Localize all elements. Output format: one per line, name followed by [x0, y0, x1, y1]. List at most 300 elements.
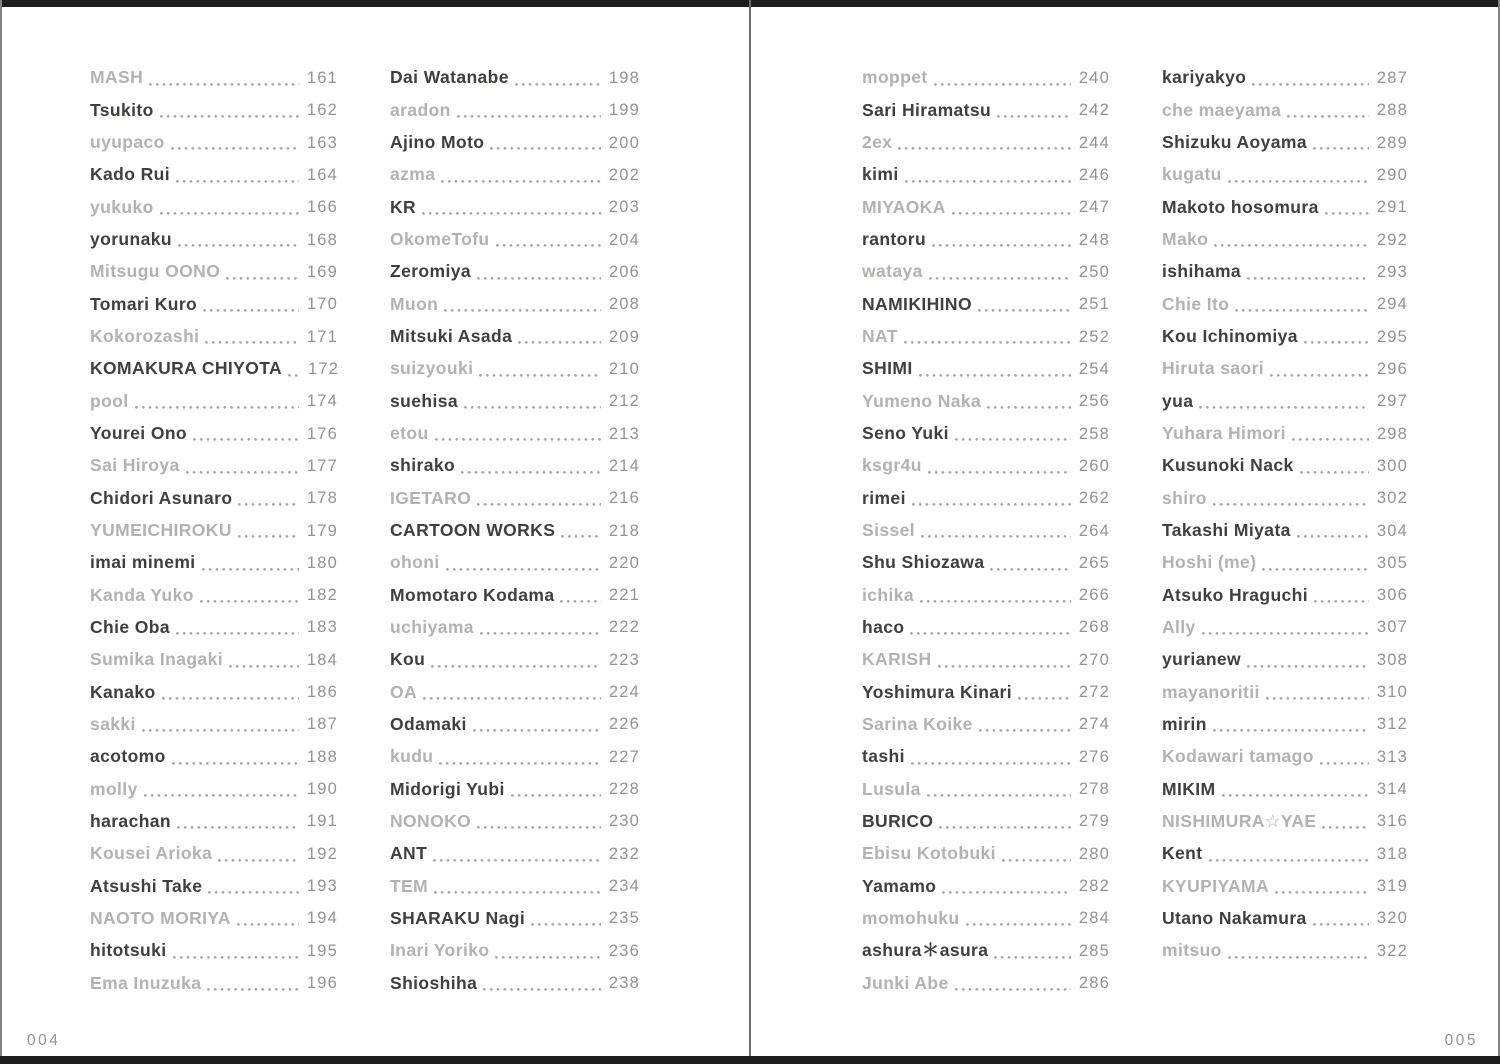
dot-leader: [495, 956, 601, 959]
entry-page-number: 307: [1376, 618, 1408, 637]
artist-name: MASH: [90, 67, 144, 88]
toc-entry: [1162, 903, 1408, 935]
artist-name: Takashi Miyata: [1162, 520, 1291, 540]
entry-page-number: 284: [1078, 909, 1110, 928]
dot-leader: [921, 535, 1071, 538]
entry-page-number: 292: [1376, 230, 1408, 249]
dot-leader: [927, 794, 1071, 797]
toc-entry: [90, 903, 338, 935]
entry-page-number: 285: [1078, 941, 1110, 960]
toc-entry: [1162, 515, 1408, 547]
artist-name: Kanda Yuko: [90, 584, 194, 605]
entry-page-number: 214: [608, 456, 640, 475]
artist-name: KARISH: [862, 649, 932, 670]
dot-leader: [490, 147, 601, 150]
dot-leader: [1252, 83, 1369, 86]
entry-page-number: 296: [1376, 359, 1408, 378]
artist-name: KYUPIYAMA: [1162, 875, 1270, 896]
toc-column-3: [862, 62, 1110, 1000]
toc-entry: [390, 353, 640, 385]
toc-entry: [1162, 935, 1408, 967]
toc-entry: [862, 321, 1110, 353]
artist-name: MIYAOKA: [862, 196, 946, 217]
dot-leader: [444, 309, 601, 312]
entry-page-number: 162: [306, 101, 338, 120]
toc-entry: [390, 644, 640, 676]
entry-page-number: 278: [1078, 780, 1110, 799]
dot-leader: [479, 374, 601, 377]
entry-page-number: 228: [608, 780, 640, 799]
toc-entry: [390, 288, 640, 320]
entry-page-number: 251: [1078, 295, 1110, 314]
toc-entry: [1162, 838, 1408, 870]
artist-name: Kou Ichinomiya: [1162, 326, 1298, 347]
dot-leader: [446, 568, 601, 571]
dot-leader: [193, 438, 299, 441]
dot-leader: [919, 374, 1071, 377]
toc-entry: [390, 935, 640, 967]
artist-name: Chie Oba: [90, 616, 171, 637]
toc-entry: [862, 579, 1110, 611]
toc-entry: [1162, 676, 1408, 708]
entry-page-number: 300: [1376, 456, 1408, 475]
artist-name: Yoshimura Kinari: [862, 681, 1012, 702]
artist-name: kugatu: [1162, 164, 1222, 185]
artist-name: Odamaki: [390, 713, 467, 734]
dot-leader: [431, 665, 601, 668]
artist-name: MIKIM: [1162, 778, 1216, 799]
entry-page-number: 270: [1078, 650, 1110, 669]
toc-entry: [90, 870, 338, 902]
toc-entry: [1162, 547, 1408, 579]
artist-name: NAMIKIHINO: [862, 293, 972, 314]
dot-leader: [955, 988, 1071, 991]
dot-leader: [142, 729, 299, 732]
artist-name: yukuko: [90, 196, 154, 217]
entry-page-number: 258: [1078, 424, 1110, 443]
dot-leader: [952, 212, 1071, 215]
artist-name: SHIMI: [862, 358, 913, 379]
dot-leader: [160, 212, 299, 215]
dot-leader: [997, 115, 1071, 118]
entry-page-number: 187: [306, 715, 338, 734]
dot-leader: [173, 956, 299, 959]
artist-name: Junki Abe: [862, 972, 949, 993]
toc-entry: [862, 159, 1110, 191]
entry-page-number: 316: [1376, 812, 1408, 831]
artist-name: Yourei Ono: [90, 423, 188, 444]
toc-entry: [390, 94, 640, 126]
entry-page-number: 272: [1078, 683, 1110, 702]
toc-entry: [90, 450, 338, 482]
toc-entry: [90, 709, 338, 741]
page-gutter-divider: [749, 0, 751, 1064]
toc-entry: [90, 676, 338, 708]
toc-entry: [90, 644, 338, 676]
entry-page-number: 297: [1376, 392, 1408, 411]
dot-leader: [511, 794, 601, 797]
toc-entry: [90, 547, 338, 579]
dot-leader: [1322, 826, 1369, 829]
artist-name: Kusunoki Nack: [1162, 455, 1294, 476]
artist-name: che maeyama: [1162, 99, 1282, 120]
entry-page-number: 209: [608, 327, 640, 346]
dot-leader: [1002, 859, 1071, 862]
artist-name: Yuhara Himori: [1162, 423, 1286, 444]
dot-leader: [932, 244, 1071, 247]
entry-page-number: 304: [1376, 521, 1408, 540]
entry-page-number: 254: [1078, 359, 1110, 378]
toc-entry: [390, 321, 640, 353]
artist-name: BURICO: [862, 810, 934, 831]
entry-page-number: 196: [306, 974, 338, 993]
entry-page-number: 188: [306, 747, 338, 766]
artist-name: kariyakyo: [1162, 67, 1247, 88]
toc-column-2: [390, 62, 640, 1000]
artist-name: moppet: [862, 67, 928, 88]
entry-page-number: 240: [1078, 68, 1110, 87]
artist-name: kudu: [390, 746, 434, 767]
toc-entry: [862, 385, 1110, 417]
dot-leader: [987, 406, 1071, 409]
toc-entry: [1162, 224, 1408, 256]
artist-name: CARTOON WORKS: [390, 520, 556, 540]
artist-name: Inari Yoriko: [390, 940, 490, 961]
artist-name: NAT: [862, 326, 898, 347]
dot-leader: [929, 277, 1071, 280]
toc-entry: [90, 418, 338, 450]
entry-page-number: 282: [1078, 877, 1110, 896]
toc-entry: [1162, 191, 1408, 223]
dot-leader: [177, 826, 299, 829]
entry-page-number: 203: [608, 198, 640, 217]
toc-entry: [390, 224, 640, 256]
dot-leader: [515, 83, 601, 86]
entry-page-number: 235: [608, 909, 640, 928]
entry-page-number: 227: [608, 747, 640, 766]
toc-entry: [862, 547, 1110, 579]
entry-page-number: 266: [1078, 586, 1110, 605]
artist-name: ashura＊asura: [862, 940, 989, 961]
dot-leader: [1228, 956, 1369, 959]
entry-page-number: 176: [306, 424, 338, 443]
dot-leader: [160, 115, 299, 118]
dot-leader: [912, 503, 1071, 506]
toc-entry: [390, 870, 640, 902]
entry-page-number: 302: [1376, 489, 1408, 508]
entry-page-number: 310: [1376, 683, 1408, 702]
dot-leader: [477, 503, 601, 506]
toc-entry: [1162, 385, 1408, 417]
entry-page-number: 236: [608, 941, 640, 960]
artist-name: Sissel: [862, 520, 915, 540]
dot-leader: [1313, 923, 1369, 926]
entry-page-number: 216: [608, 489, 640, 508]
dot-leader: [1213, 503, 1369, 506]
entry-page-number: 289: [1376, 133, 1408, 152]
artist-name: IGETARO: [390, 487, 472, 508]
dot-leader: [226, 277, 299, 280]
artist-name: suizyouki: [390, 358, 474, 379]
artist-name: Shu Shiozawa: [862, 552, 985, 573]
entry-page-number: 280: [1078, 844, 1110, 863]
artist-name: Chidori Asunaro: [90, 487, 233, 508]
artist-name: ANT: [390, 843, 428, 864]
entry-page-number: 178: [306, 489, 338, 508]
folio-page-number-left: 004: [27, 1031, 61, 1049]
dot-leader: [483, 988, 601, 991]
toc-entry: [862, 62, 1110, 94]
artist-name: kimi: [862, 164, 899, 185]
toc-entry: [90, 967, 338, 999]
toc-entry: [90, 838, 338, 870]
dot-leader: [203, 309, 299, 312]
toc-entry: [1162, 450, 1408, 482]
dot-leader: [457, 115, 601, 118]
artist-name: Tomari Kuro: [90, 293, 198, 314]
artist-name: Kousei Arioka: [90, 843, 213, 864]
dot-leader: [1228, 180, 1369, 183]
artist-name: Makoto hosomura: [1162, 196, 1319, 217]
artist-name: imai minemi: [90, 552, 196, 573]
dot-leader: [422, 212, 601, 215]
toc-entry: [1162, 870, 1408, 902]
artist-name: Chie Ito: [1162, 293, 1230, 314]
toc-entry: [90, 224, 338, 256]
toc-entry: [90, 385, 338, 417]
toc-entry: [862, 806, 1110, 838]
artist-name: momohuku: [862, 907, 960, 928]
toc-entry: [90, 191, 338, 223]
toc-entry: [390, 967, 640, 999]
artist-name: Mako: [1162, 229, 1209, 250]
artist-name: NISHIMURA☆YAE: [1162, 810, 1317, 831]
artist-name: yua: [1162, 390, 1194, 411]
dot-leader: [942, 891, 1071, 894]
dot-leader: [934, 83, 1071, 86]
entry-page-number: 276: [1078, 747, 1110, 766]
toc-entry: [90, 159, 338, 191]
dot-leader: [288, 374, 300, 377]
entry-page-number: 182: [306, 586, 338, 605]
dot-leader: [990, 568, 1071, 571]
entry-page-number: 252: [1078, 327, 1110, 346]
entry-page-number: 184: [306, 650, 338, 669]
dot-leader: [1313, 147, 1369, 150]
toc-entry: [90, 288, 338, 320]
dot-leader: [1300, 471, 1369, 474]
dot-leader: [176, 180, 299, 183]
dot-leader: [518, 341, 601, 344]
entry-page-number: 194: [306, 909, 338, 928]
dot-leader: [1304, 341, 1369, 344]
toc-entry: [390, 450, 640, 482]
dot-leader: [1209, 859, 1370, 862]
toc-entry: [90, 127, 338, 159]
entry-page-number: 221: [608, 586, 640, 605]
entry-page-number: 242: [1078, 101, 1110, 120]
entry-page-number: 200: [608, 133, 640, 152]
toc-entry: [390, 773, 640, 805]
artist-name: hitotsuki: [90, 940, 167, 961]
dot-leader: [531, 923, 601, 926]
entry-page-number: 286: [1078, 974, 1110, 993]
entry-page-number: 223: [608, 650, 640, 669]
artist-name: 2ex: [862, 132, 893, 153]
entry-page-number: 204: [608, 230, 640, 249]
artist-name: ohoni: [390, 552, 440, 573]
toc-column-4: [1162, 62, 1408, 967]
entry-page-number: 195: [306, 941, 338, 960]
entry-page-number: 210: [608, 359, 640, 378]
toc-entry: [390, 741, 640, 773]
entry-page-number: 320: [1376, 909, 1408, 928]
entry-page-number: 264: [1078, 521, 1110, 540]
dot-leader: [1325, 212, 1369, 215]
entry-page-number: 260: [1078, 456, 1110, 475]
dot-leader: [1287, 115, 1369, 118]
folio-page-number-right: 005: [1444, 1031, 1478, 1049]
dot-leader: [1262, 568, 1369, 571]
toc-entry: [90, 773, 338, 805]
entry-page-number: 171: [306, 327, 338, 346]
toc-entry: [390, 127, 640, 159]
dot-leader: [238, 503, 299, 506]
dot-leader: [441, 180, 601, 183]
dot-leader: [149, 83, 299, 86]
entry-page-number: 279: [1078, 812, 1110, 831]
toc-entry: [1162, 94, 1408, 126]
photo-border-bottom: [0, 1056, 1500, 1064]
artist-name: mayanoritii: [1162, 681, 1260, 702]
entry-page-number: 322: [1376, 941, 1408, 960]
artist-name: haco: [862, 616, 905, 637]
toc-entry: [390, 482, 640, 514]
toc-entry: [90, 482, 338, 514]
dot-leader: [238, 535, 299, 538]
artist-name: shiro: [1162, 487, 1207, 508]
toc-entry: [90, 321, 338, 353]
toc-entry: [1162, 482, 1408, 514]
dot-leader: [433, 859, 601, 862]
entry-page-number: 164: [306, 165, 338, 184]
dot-leader: [1222, 794, 1369, 797]
toc-entry: [1162, 418, 1408, 450]
dot-leader: [237, 923, 299, 926]
toc-entry: [1162, 353, 1408, 385]
dot-leader: [898, 147, 1071, 150]
dot-leader: [171, 147, 299, 150]
toc-entry: [862, 870, 1110, 902]
toc-entry: [390, 903, 640, 935]
artist-name: Ally: [1162, 616, 1196, 637]
entry-page-number: 186: [306, 683, 338, 702]
artist-name: Hoshi (me): [1162, 552, 1257, 573]
entry-page-number: 313: [1376, 747, 1408, 766]
toc-entry: [390, 579, 640, 611]
artist-name: Shizuku Aoyama: [1162, 132, 1307, 153]
toc-entry: [1162, 612, 1408, 644]
toc-entry: [1162, 806, 1408, 838]
toc-entry: [90, 62, 338, 94]
artist-name: Ajino Moto: [390, 132, 485, 153]
toc-entry: [390, 676, 640, 708]
artist-name: Tsukito: [90, 99, 154, 120]
artist-name: yurianew: [1162, 649, 1242, 670]
entry-page-number: 199: [608, 101, 640, 120]
toc-entry: [862, 709, 1110, 741]
artist-name: yorunaku: [90, 229, 172, 250]
toc-entry: [862, 773, 1110, 805]
dot-leader: [1213, 729, 1369, 732]
entry-page-number: 319: [1376, 877, 1408, 896]
dot-leader: [172, 762, 299, 765]
dot-leader: [473, 729, 601, 732]
toc-entry: [90, 579, 338, 611]
artist-name: Muon: [390, 293, 439, 314]
entry-page-number: 161: [306, 68, 338, 87]
toc-entry: [390, 547, 640, 579]
toc-entry: [390, 62, 640, 94]
entry-page-number: 238: [608, 974, 640, 993]
toc-entry: [90, 256, 338, 288]
dot-leader: [480, 632, 601, 635]
dot-leader: [1320, 762, 1369, 765]
artist-name: wataya: [862, 261, 923, 282]
entry-page-number: 308: [1376, 650, 1408, 669]
dot-leader: [994, 956, 1071, 959]
entry-page-number: 202: [608, 165, 640, 184]
entry-page-number: 191: [306, 812, 338, 831]
dot-leader: [1018, 697, 1071, 700]
dot-leader: [464, 406, 601, 409]
artist-name: Sari Hiramatsu: [862, 99, 992, 120]
artist-name: NONOKO: [390, 810, 472, 831]
toc-entry: [862, 482, 1110, 514]
toc-entry: [862, 418, 1110, 450]
artist-name: NAOTO MORIYA: [90, 907, 231, 928]
dot-leader: [229, 665, 299, 668]
artist-name: etou: [390, 423, 429, 444]
dot-leader: [1214, 244, 1369, 247]
toc-entry: [390, 709, 640, 741]
dot-leader: [205, 341, 299, 344]
toc-entry: [862, 288, 1110, 320]
artist-name: Dai Watanabe: [390, 67, 509, 88]
dot-leader: [1247, 277, 1369, 280]
entry-page-number: 206: [608, 262, 640, 281]
toc-entry: [862, 450, 1110, 482]
artist-name: KR: [390, 196, 417, 217]
dot-leader: [208, 891, 299, 894]
toc-entry: [862, 191, 1110, 223]
toc-entry: [1162, 644, 1408, 676]
toc-entry: [90, 515, 338, 547]
dot-leader: [1314, 600, 1369, 603]
toc-entry: [1162, 321, 1408, 353]
artist-name: shirako: [390, 455, 456, 476]
entry-page-number: 306: [1376, 586, 1408, 605]
artist-name: Kou: [390, 649, 426, 670]
entry-page-number: 288: [1376, 101, 1408, 120]
entry-page-number: 256: [1078, 392, 1110, 411]
artist-name: tashi: [862, 746, 905, 767]
toc-entry: [390, 612, 640, 644]
artist-name: Kent: [1162, 843, 1203, 864]
entry-page-number: 314: [1376, 780, 1408, 799]
toc-entry: [90, 94, 338, 126]
entry-page-number: 312: [1376, 715, 1408, 734]
